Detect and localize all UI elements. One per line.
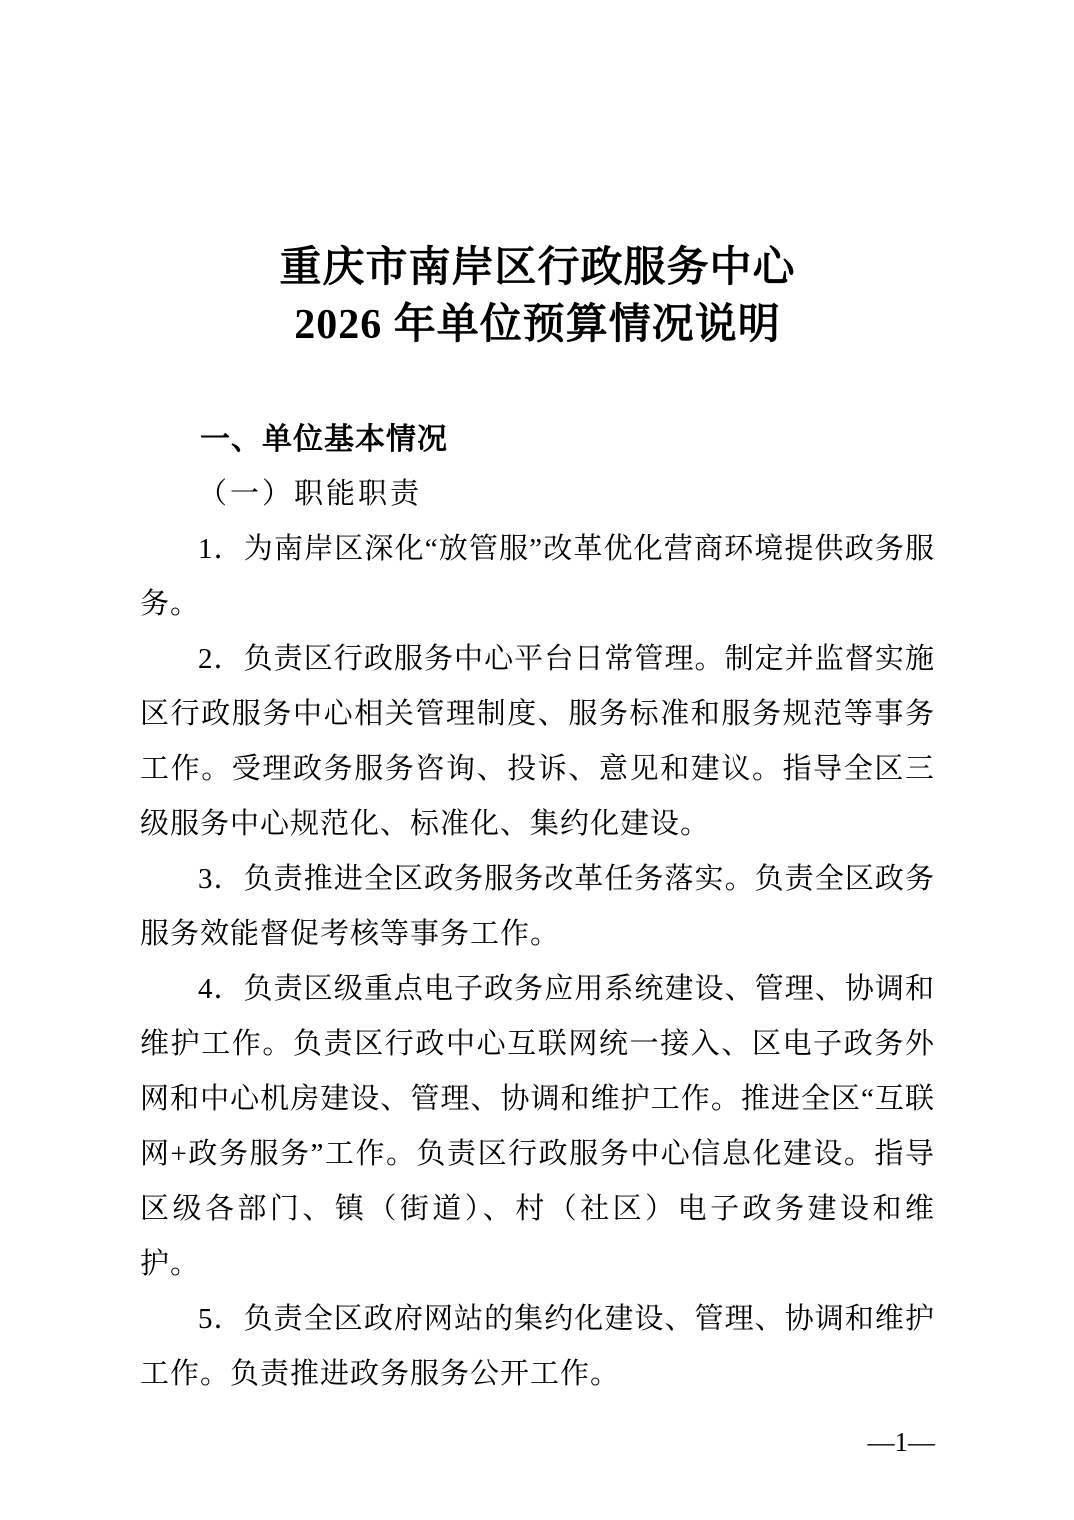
paragraph-duty-3: 3．负责推进全区政务服务改革任务落实。负责全区政务服务效能督促考核等事务工作。 bbox=[140, 863, 935, 950]
paragraph-duty-5: 5．负责全区政府网站的集约化建设、管理、协调和维护工作。负责推进政务服务公开工作。 bbox=[140, 1303, 935, 1390]
document-title-line1: 重庆市南岸区行政服务中心 bbox=[279, 245, 796, 291]
document-content bbox=[140, 0, 935, 1462]
document-title-line2: 2026 年单位预算情况说明 bbox=[294, 302, 781, 348]
subsection-heading-duties: （一）职能职责 bbox=[198, 478, 423, 510]
page-number: —1— bbox=[867, 1427, 935, 1457]
paragraph-duty-4: 4．负责区级重点电子政务应用系统建设、管理、协调和维护工作。负责区行政中心互联网统一接入、区电子政务外网和中心机房建设、管理、协调和维护工作。推进全区“互联网+政务服务”工作。负责区行政服务中心信息化建设。指导区级各部门、镇（街道）、村（社区）电子政务建设和维护。 bbox=[140, 973, 935, 1280]
paragraph-duty-2: 2．负责区行政服务中心平台日常管理。制定并监督实施区行政服务中心相关管理制度、服务标准和服务规范等事务工作。受理政务服务咨询、投诉、意见和建议。指导全区三级服务中心规范化、标准化、集约化建设。 bbox=[140, 643, 935, 840]
document-title bbox=[140, 0, 935, 354]
paragraph-duty-1: 1．为南岸区深化“放管服”改革优化营商环境提供政务服务。 bbox=[140, 533, 935, 620]
section-heading-basic-info: 一、单位基本情况 bbox=[200, 423, 448, 456]
body-text bbox=[140, 522, 935, 1402]
